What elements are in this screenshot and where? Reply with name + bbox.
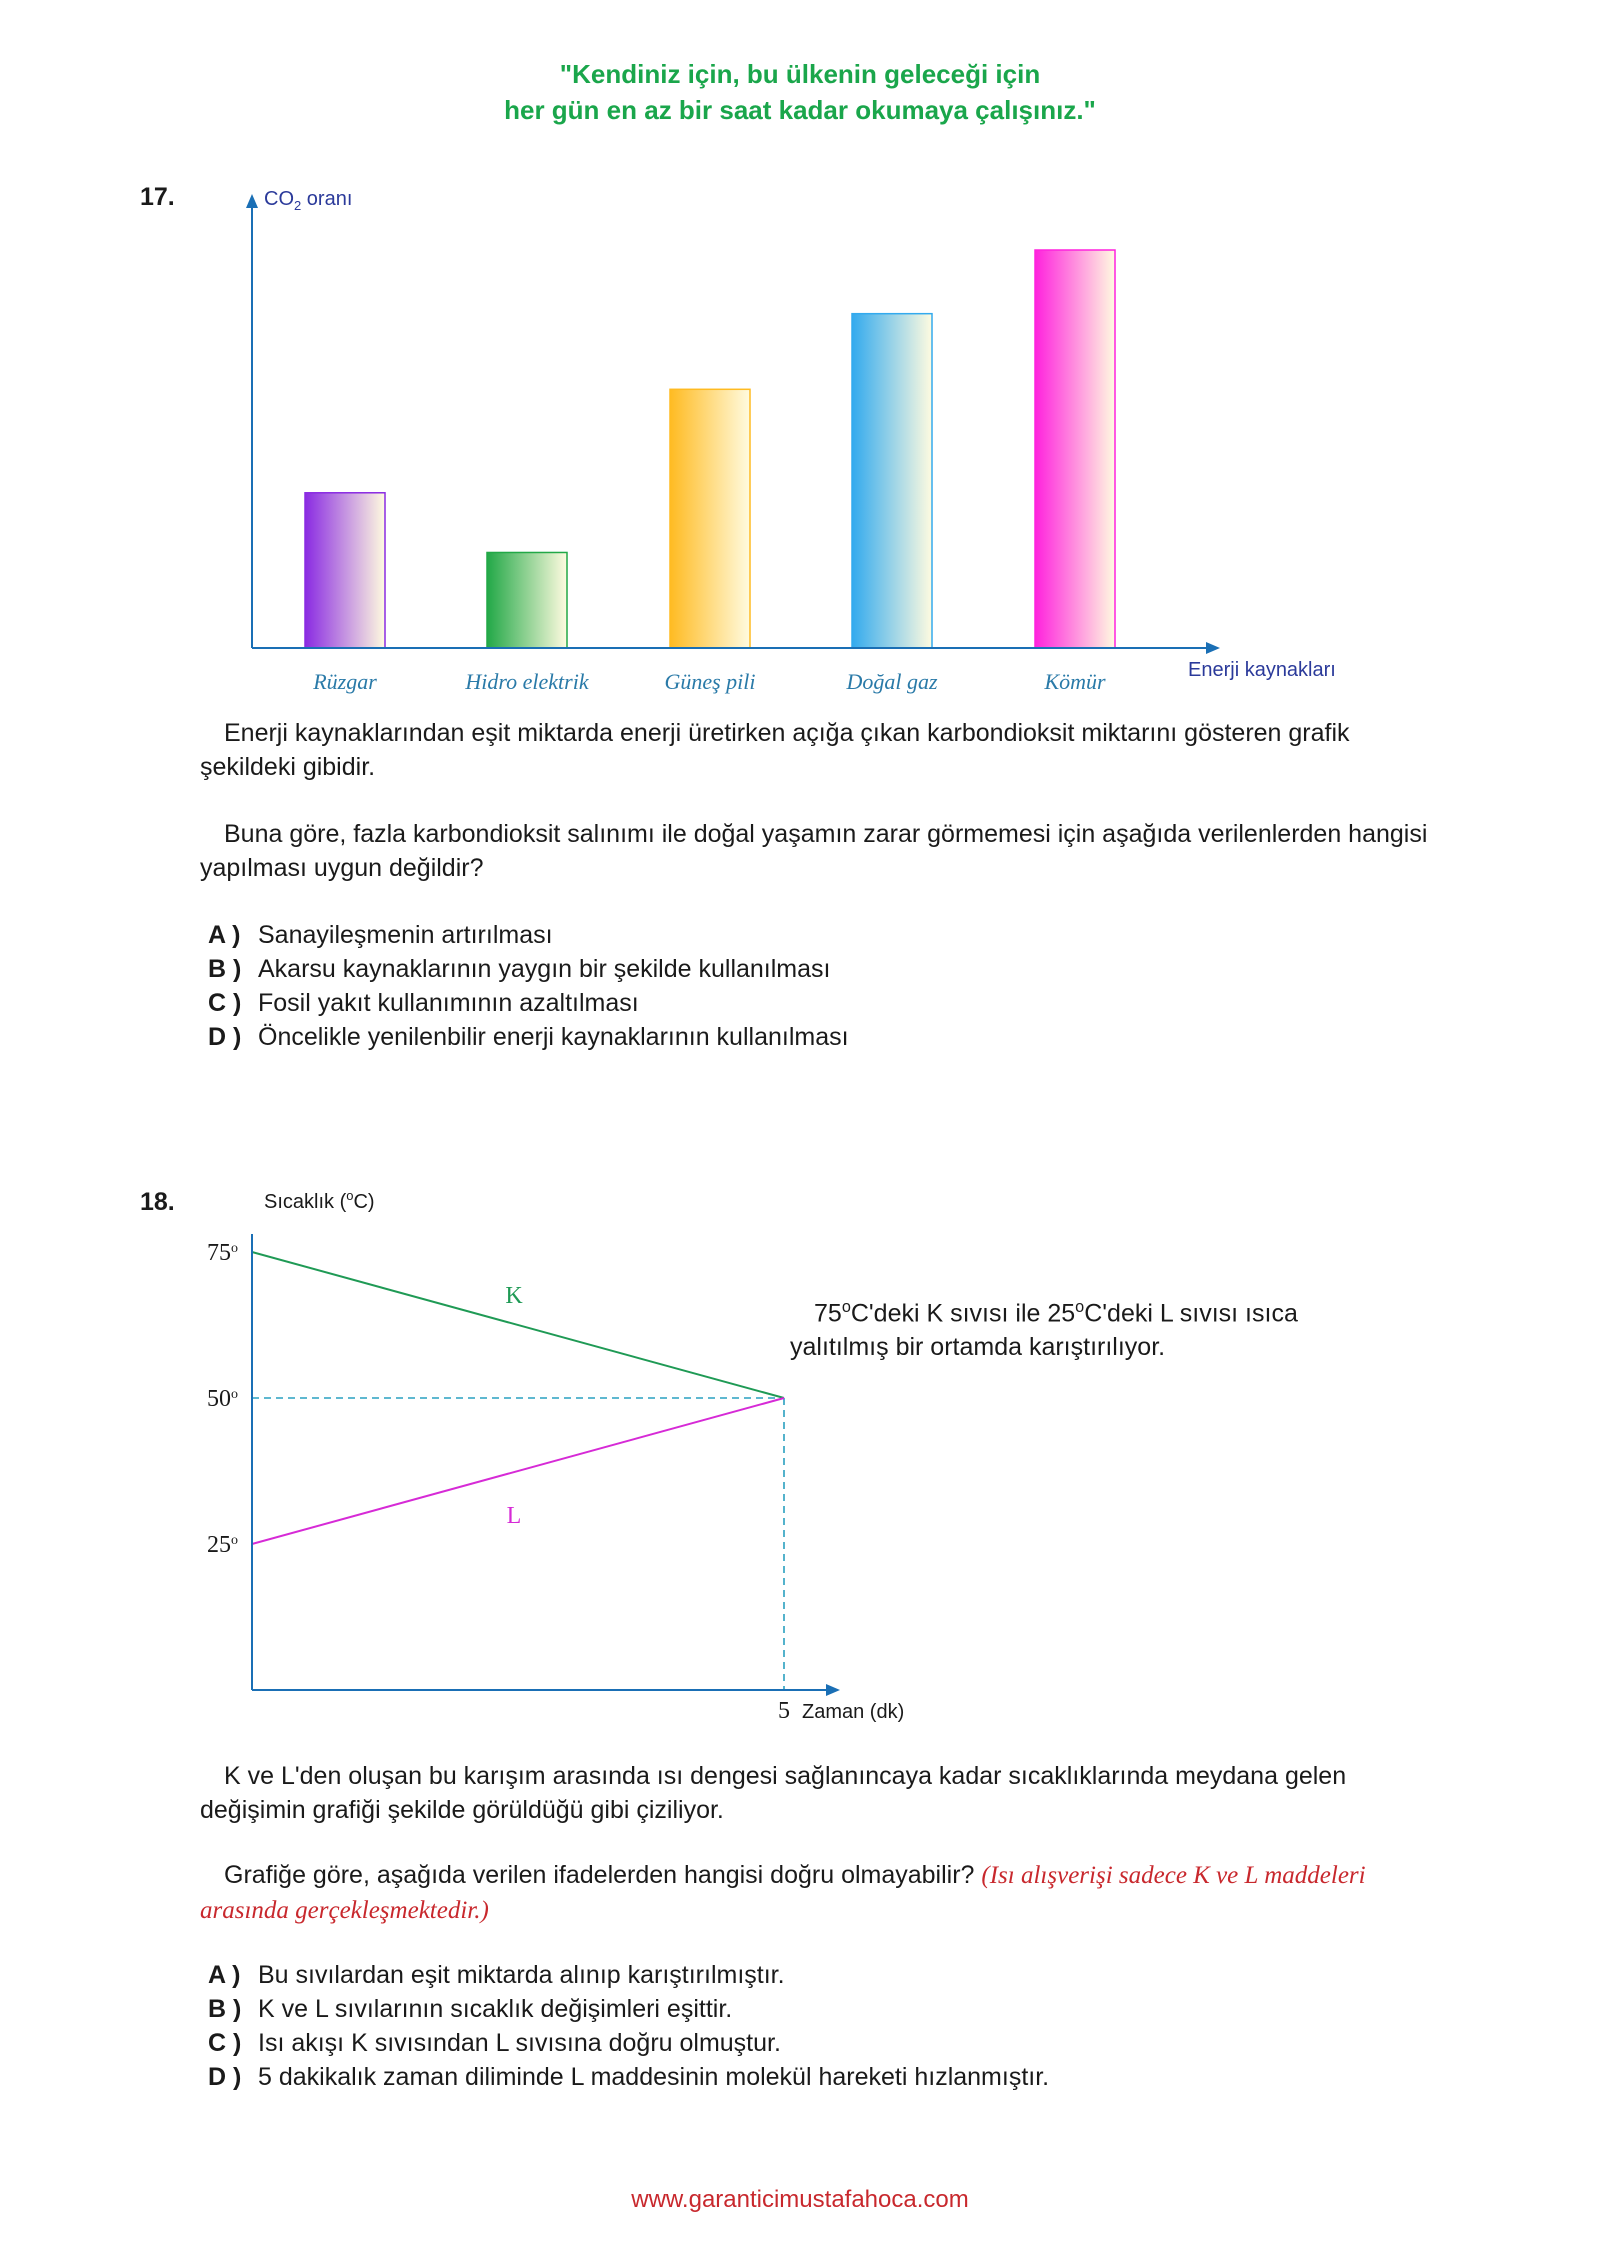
x-axis-label: Enerji kaynakları [1188, 659, 1336, 681]
category-label-3: Doğal gaz [846, 669, 938, 694]
q17-options [208, 918, 849, 1054]
co2-bar-chart [0, 0, 1600, 720]
series-label-K: K [505, 1283, 523, 1309]
option-letter: D ) [208, 2063, 242, 2091]
category-label-2: Güneş pili [664, 669, 756, 694]
option-letter: C ) [208, 2029, 242, 2057]
q17-paragraph-2: Buna göre, fazla karbondioksit salınımı ile doğal yaşamın zarar görmemesi için aşağıda verilenlerden hangisi yapılması uygun değildir? [200, 820, 1428, 882]
option-text: Fosil yakıt kullanımının azaltılması [258, 989, 639, 1017]
bar-0 [305, 493, 385, 648]
q18-note: (Isı alışverişi sadece K ve L maddeleri arasında gerçekleşmektedir.) [200, 1862, 1366, 1924]
y-tick-label-75: 75$^o$ [207, 1240, 238, 1266]
question-17-number: 17. [140, 183, 175, 211]
category-label-1: Hidro elektrik [465, 669, 589, 694]
option-text: Bu sıvılardan eşit miktarda alınıp karıştırılmıştır. [258, 1961, 785, 1989]
category-label-4: Kömür [1044, 669, 1106, 694]
side-text-line-1: 75$^o$C'deki K sıvısı ile 25$^o$C'deki L sıvısı ısıca [814, 1298, 1298, 1328]
y-axis-label: Sıcaklık ($^o$C) [264, 1188, 375, 1213]
series-label-L: L [506, 1503, 522, 1529]
q18-option-c[interactable] [208, 2026, 1049, 2060]
bar-4 [1035, 250, 1115, 648]
y-tick-label-25: 25$^o$ [207, 1532, 238, 1558]
q18-option-d[interactable] [208, 2060, 1049, 2094]
option-letter: B ) [208, 1995, 242, 2023]
q17-option-c[interactable] [208, 986, 849, 1020]
motto-line-1: "Kendiniz için, bu ülkenin geleceği için [559, 59, 1041, 89]
bar-2 [670, 389, 750, 648]
option-letter: A ) [208, 921, 241, 949]
bar-1 [487, 552, 567, 648]
option-letter: D ) [208, 1023, 242, 1051]
q18-paragraph-1: K ve L'den oluşan bu karışım arasında ısı dengesi sağlanıncaya kadar sıcaklıklarında meydana gelen değişimin grafiği şekilde görüldüğü gibi çiziliyor. [200, 1762, 1347, 1824]
q18-paragraph-2: Grafiğe göre, aşağıda verilen ifadelerden hangisi doğru olmayabilir? (Isı alışverişi sadece K ve L maddeleri arasında gerçekleşmektedir.) [200, 1861, 1366, 1924]
x-axis-arrow [826, 1684, 840, 1696]
option-letter: C ) [208, 989, 242, 1017]
bar-3 [852, 314, 932, 648]
q17-paragraph-1: Enerji kaynaklarından eşit miktarda enerji üretirken açığa çıkan karbondioksit miktarını gösteren grafik şekildeki gibidir. [200, 719, 1350, 781]
option-text: Öncelikle yenilenbilir enerji kaynaklarının kullanılması [258, 1023, 849, 1051]
temperature-line-chart [0, 1150, 1600, 1750]
q18-option-b[interactable] [208, 1992, 1049, 2026]
q18-option-a[interactable] [208, 1958, 1049, 1992]
option-text: Sanayileşmenin artırılması [258, 921, 553, 949]
y-tick-label-50: 50$^o$ [207, 1386, 238, 1412]
q18-options [208, 1958, 1049, 2094]
footer-website-link[interactable]: www.garanticimustafahoca.com [631, 2186, 969, 2213]
option-text: Isı akışı K sıvısından L sıvısına doğru olmuştur. [258, 2029, 781, 2057]
option-text: K ve L sıvılarının sıcaklık değişimleri eşittir. [258, 1995, 733, 2023]
option-text: Akarsu kaynaklarının yaygın bir şekilde kullanılması [258, 955, 831, 983]
question-18-number: 18. [140, 1188, 175, 1216]
motto-line-2: her gün en az bir saat kadar okumaya çalışınız." [504, 95, 1096, 125]
series-line-K [252, 1252, 784, 1398]
side-text-line-2: yalıtılmış bir ortamda karıştırılıyor. [790, 1333, 1166, 1362]
category-label-0: Rüzgar [313, 669, 377, 694]
q17-option-d[interactable] [208, 1020, 849, 1054]
option-letter: B ) [208, 955, 242, 983]
y-axis-arrow [246, 194, 258, 208]
option-text: 5 dakikalık zaman diliminde L maddesinin molekül hareketi hızlanmıştır. [258, 2063, 1050, 2091]
option-letter: A ) [208, 1961, 241, 1989]
q18-side-text [790, 1290, 1410, 1364]
x-tick-label-5: 5 [778, 1698, 790, 1724]
y-axis-label: $CO_2$ oranı [264, 188, 353, 213]
q17-option-a[interactable] [208, 918, 849, 952]
x-axis-arrow [1206, 642, 1220, 654]
q17-option-b[interactable] [208, 952, 849, 986]
x-axis-label: Zaman (dk) [802, 1701, 905, 1723]
